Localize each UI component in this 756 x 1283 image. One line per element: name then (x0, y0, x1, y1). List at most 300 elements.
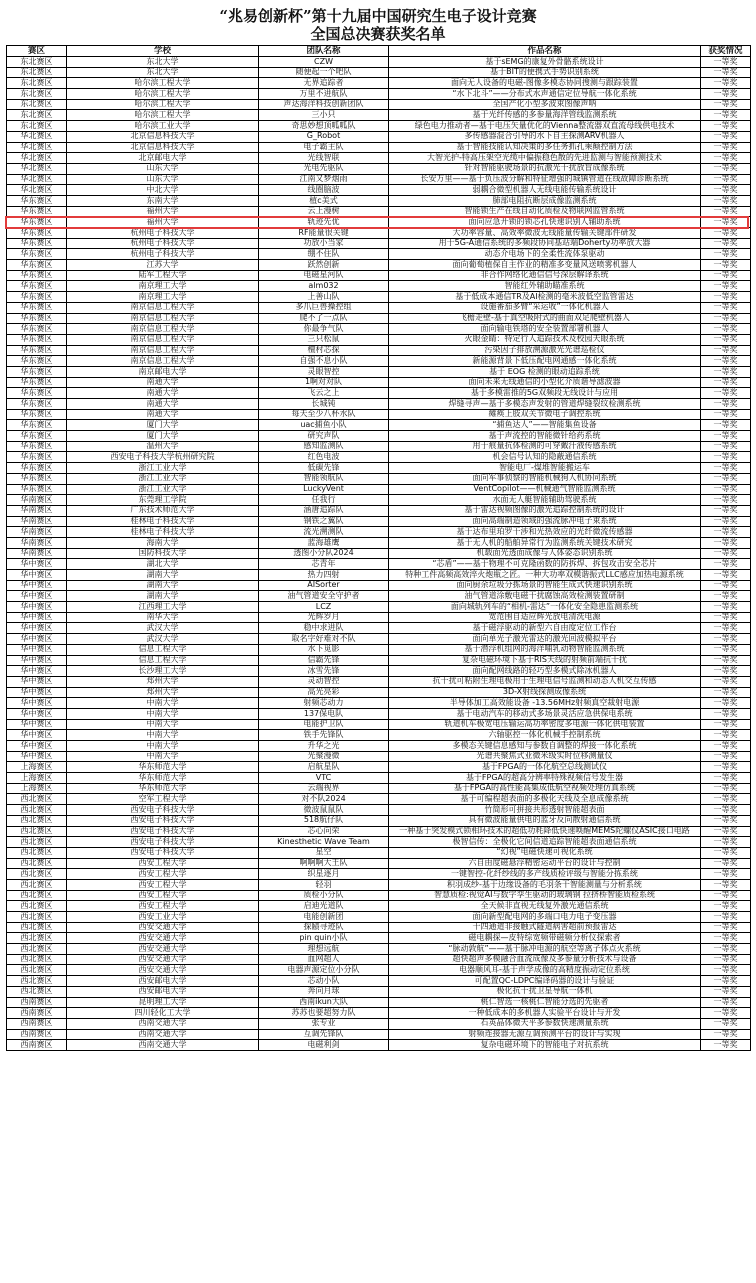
cell-school: 中南大学 (67, 719, 259, 730)
cell-work: 基于低成本通信TR及AI检测的毫米波低空监管雷达 (389, 292, 701, 303)
table-row (7, 1040, 751, 1051)
cell-region: 西北赛区 (7, 858, 67, 869)
cell-work: 复杂电磁环境下的智能电子对抗系统 (389, 1040, 701, 1051)
cell-award: 一等奖 (701, 623, 751, 634)
cell-team: 星空 (259, 847, 389, 858)
cell-region: 西北赛区 (7, 815, 67, 826)
cell-team: VTC (259, 773, 389, 784)
table-row (7, 473, 751, 484)
cell-region: 西北赛区 (7, 933, 67, 944)
cell-school: 南通大学 (67, 399, 259, 410)
cell-school: 西安电子科技大学杭州研究院 (67, 452, 259, 463)
cell-team: 互调先锋队 (259, 1029, 389, 1040)
header-team: 团队名称 (259, 46, 389, 57)
cell-region: 西北赛区 (7, 879, 67, 890)
table-row (7, 505, 751, 516)
cell-region: 华东赛区 (7, 473, 67, 484)
table-row (7, 399, 751, 410)
cell-region: 西南赛区 (7, 1040, 67, 1051)
cell-region: 华中赛区 (7, 687, 67, 698)
cell-work: 多模态关键信息感知与参数自调整的焊接一体化系统 (389, 741, 701, 752)
table-row (7, 944, 751, 955)
cell-award: 一等奖 (701, 217, 751, 228)
table-row (7, 292, 751, 303)
cell-school: 湖南大学 (67, 591, 259, 602)
cell-school: 南通大学 (67, 388, 259, 399)
table-row (7, 249, 751, 260)
table-row (7, 1008, 751, 1019)
cell-region: 华东赛区 (7, 281, 67, 292)
cell-team: 轻羽 (259, 879, 389, 890)
cell-work: 轨道机车极宽电压输运高功率密度多电源一体化供电装置 (389, 719, 701, 730)
cell-region: 华东赛区 (7, 431, 67, 442)
cell-award: 一等奖 (701, 292, 751, 303)
header-award: 获奖情况 (701, 46, 751, 57)
table-row (7, 687, 751, 698)
cell-school: 哈尔滨工程大学 (67, 89, 259, 100)
cell-school: 西安电子科技大学 (67, 805, 259, 816)
cell-team: AISorter (259, 580, 389, 591)
cell-school: 桂林电子科技大学 (67, 527, 259, 538)
cell-award: 一等奖 (701, 131, 751, 142)
cell-work: 六轴驱控一体化机械手控制系统 (389, 730, 701, 741)
table-row (7, 377, 751, 388)
cell-work: “捕鱼达人”——智能集鱼设备 (389, 420, 701, 431)
cell-school: 南京信息工程大学 (67, 345, 259, 356)
cell-region: 西北赛区 (7, 901, 67, 912)
cell-school: 中南大学 (67, 751, 259, 762)
cell-work: 长安万里——基于负压波分解和特征增强的城镇管道在线故障诊断系统 (389, 174, 701, 185)
table-row (7, 57, 751, 68)
cell-team: 红色电波 (259, 452, 389, 463)
table-row (7, 890, 751, 901)
cell-award: 一等奖 (701, 751, 751, 762)
cell-work: 复杂电磁环境下基于RIS天线的射频前端抗干扰 (389, 655, 701, 666)
table-row (7, 270, 751, 281)
cell-work: 射频连接器无源互调预测平台的设计与实现 (389, 1029, 701, 1040)
cell-award: 一等奖 (701, 313, 751, 324)
cell-region: 华东赛区 (7, 366, 67, 377)
cell-school: 国防科技大学 (67, 548, 259, 559)
cell-award: 一等奖 (701, 548, 751, 559)
cell-work: 智能电厂-煤堆智能搬运车 (389, 463, 701, 474)
cell-team: 上善山队 (259, 292, 389, 303)
table-row (7, 1018, 751, 1029)
table-row (7, 121, 751, 132)
cell-work: 水面无人艇智能辅助驾驶系统 (389, 495, 701, 506)
cell-team: 稳中求进队 (259, 623, 389, 634)
cell-school: 四川轻化工大学 (67, 1008, 259, 1019)
cell-work: 半导体加工高效能设备 -13.56MHz射频真空裁射电源 (389, 698, 701, 709)
cell-team: Kinesthetic Wave Team (259, 837, 389, 848)
cell-school: 西南交通大学 (67, 1029, 259, 1040)
cell-school: 杭州电子科技大学 (67, 249, 259, 260)
cell-team: 芯青年 (259, 559, 389, 570)
cell-award: 一等奖 (701, 249, 751, 260)
cell-award: 一等奖 (701, 612, 751, 623)
cell-region: 华中赛区 (7, 719, 67, 730)
cell-region: 华东赛区 (7, 345, 67, 356)
cell-award: 一等奖 (701, 655, 751, 666)
table-row (7, 676, 751, 687)
cell-school: 南通大学 (67, 409, 259, 420)
cell-region: 华北赛区 (7, 153, 67, 164)
cell-region: 华东赛区 (7, 324, 67, 335)
cell-team: 射频芯动力 (259, 698, 389, 709)
cell-work: 肺部电阻抗断层成像监测系统 (389, 195, 701, 206)
cell-region: 东北赛区 (7, 99, 67, 110)
cell-award: 一等奖 (701, 634, 751, 645)
cell-work: 可配置QC-LDPC编译码器的设计与验证 (389, 976, 701, 987)
cell-team: 电磁星河队 (259, 270, 389, 281)
cell-region: 华南赛区 (7, 537, 67, 548)
cell-region: 华中赛区 (7, 655, 67, 666)
cell-work: 基于FPGA的一体化航空总线测试仪 (389, 762, 701, 773)
cell-school: 南京理工大学 (67, 281, 259, 292)
table-row (7, 805, 751, 816)
cell-team: 探赜寻迹队 (259, 922, 389, 933)
cell-work: 基于无人机的船舶异常行为监测系统关键技术研究 (389, 537, 701, 548)
cell-region: 东北赛区 (7, 57, 67, 68)
table-row (7, 484, 751, 495)
table-row (7, 815, 751, 826)
cell-region: 西北赛区 (7, 912, 67, 923)
cell-work: 面向应急开锁的锁芯孔快速识别人辅助系统 (389, 217, 701, 228)
cell-award: 一等奖 (701, 270, 751, 281)
cell-region: 西北赛区 (7, 847, 67, 858)
cell-work: 一键智控-化纤纱线的多产线质检评级与智能分拣系统 (389, 869, 701, 880)
table-row (7, 976, 751, 987)
cell-school: 中南大学 (67, 730, 259, 741)
cell-school: 信息工程大学 (67, 644, 259, 655)
cell-award: 一等奖 (701, 516, 751, 527)
cell-region: 华东赛区 (7, 228, 67, 239)
cell-team: 微波鼠鼠队 (259, 805, 389, 816)
table-row (7, 858, 751, 869)
cell-team: 灵动智控 (259, 676, 389, 687)
cell-work: 油气管道涂敷电磁干扰腐蚀高效检测装置研制 (389, 591, 701, 602)
header-work: 作品名称 (389, 46, 701, 57)
cell-team: 启航星队 (259, 762, 389, 773)
table-row (7, 217, 751, 228)
cell-award: 一等奖 (701, 869, 751, 880)
cell-award: 一等奖 (701, 78, 751, 89)
cell-work: 面向单光子激光雷达的激光回波模拟平台 (389, 634, 701, 645)
table-row (7, 420, 751, 431)
cell-region: 华东赛区 (7, 238, 67, 249)
cell-award: 一等奖 (701, 67, 751, 78)
cell-school: 华东师范大学 (67, 762, 259, 773)
cell-work: 基于 EOG 检测的眼动追踪系统 (389, 366, 701, 377)
cell-award: 一等奖 (701, 602, 751, 613)
cell-award: 一等奖 (701, 110, 751, 121)
cell-award: 一等奖 (701, 730, 751, 741)
cell-school: 中南大学 (67, 741, 259, 752)
cell-award: 一等奖 (701, 773, 751, 784)
cell-school: 温州大学 (67, 441, 259, 452)
cell-work: 面向无人设备的电磁-图像多模态协同搜测与跟踪装置 (389, 78, 701, 89)
page-subtitle: 全国总决赛获奖名单 (310, 25, 446, 43)
cell-school: 中北大学 (67, 185, 259, 196)
cell-team: 高光亮彩 (259, 687, 389, 698)
cell-award: 一等奖 (701, 644, 751, 655)
cell-team: 对不队2024 (259, 794, 389, 805)
cell-school: 厦门大学 (67, 431, 259, 442)
cell-award: 一等奖 (701, 591, 751, 602)
cell-work: 面向配网线路的轻巧型多模式除冰机器人 (389, 666, 701, 677)
cell-award: 一等奖 (701, 1018, 751, 1029)
cell-region: 华中赛区 (7, 570, 67, 581)
award-table (6, 45, 751, 1051)
cell-award: 一等奖 (701, 580, 751, 591)
cell-team: 张专业 (259, 1018, 389, 1029)
cell-team: 苏苏也要超努力队 (259, 1008, 389, 1019)
cell-school: 西安电子科技大学 (67, 847, 259, 858)
cell-work: 瘫痪上肢双关节微电子调控系统 (389, 409, 701, 420)
cell-team: 钢铁之翼队 (259, 516, 389, 527)
table-row (7, 99, 751, 110)
table-row (7, 698, 751, 709)
cell-school: 华东师范大学 (67, 783, 259, 794)
cell-work: 3D-X射线探测成像系统 (389, 687, 701, 698)
cell-school: 浙江工业大学 (67, 484, 259, 495)
cell-region: 西北赛区 (7, 965, 67, 976)
cell-team: 功放小当家 (259, 238, 389, 249)
cell-school: 杭州电子科技大学 (67, 228, 259, 239)
table-row (7, 922, 751, 933)
cell-region: 华中赛区 (7, 751, 67, 762)
cell-award: 一等奖 (701, 99, 751, 110)
cell-work: 磁电耦探—皮特综宽频带磁频分析仪探索者 (389, 933, 701, 944)
cell-region: 华东赛区 (7, 249, 67, 260)
cell-school: 中南大学 (67, 698, 259, 709)
cell-region: 华东赛区 (7, 377, 67, 388)
cell-region: 西北赛区 (7, 944, 67, 955)
cell-award: 一等奖 (701, 698, 751, 709)
cell-award: 一等奖 (701, 666, 751, 677)
cell-region: 华中赛区 (7, 698, 67, 709)
cell-work: 基于多模雷推的5G双频段无线设计与应用 (389, 388, 701, 399)
cell-region: 华中赛区 (7, 580, 67, 591)
cell-team: 冰雪先锋 (259, 666, 389, 677)
cell-school: 华东师范大学 (67, 773, 259, 784)
cell-region: 西南赛区 (7, 997, 67, 1008)
cell-region: 西北赛区 (7, 922, 67, 933)
cell-school: 南京信息工程大学 (67, 302, 259, 313)
cell-school: 湖南大学 (67, 580, 259, 591)
cell-work: 焊缝寻声—基于多模态声发射的管道焊缝裂纹检测系统 (389, 399, 701, 410)
cell-school: 浙江工业大学 (67, 473, 259, 484)
cell-award: 一等奖 (701, 762, 751, 773)
table-row (7, 260, 751, 271)
cell-work: 面向高端制造领域的强流脉冲电子束系统 (389, 516, 701, 527)
cell-work: 面向未来无线通信的小型化介质谐导滤波器 (389, 377, 701, 388)
cell-work: 污染因子排放溯源激光光谱巡检仪 (389, 345, 701, 356)
cell-work: 面向厨余垃圾分拣场景的智能生成式快速识别系统 (389, 580, 701, 591)
cell-work: 基于潜浮机组网的海洋哺乳动物智能监测系统 (389, 644, 701, 655)
cell-school: 东北大学 (67, 57, 259, 68)
cell-team: 奇思妙想顶呱呱队 (259, 121, 389, 132)
cell-award: 一等奖 (701, 409, 751, 420)
cell-school: 哈尔滨工程大学 (67, 99, 259, 110)
cell-team: 质检小分队 (259, 890, 389, 901)
cell-award: 一等奖 (701, 986, 751, 997)
table-row (7, 110, 751, 121)
cell-team: 跃然创新 (259, 260, 389, 271)
cell-work: 桃仁智选一核桃仁智能分选的先驱者 (389, 997, 701, 1008)
cell-team: 理想远航 (259, 944, 389, 955)
cell-team: 轨迹先优 (259, 217, 389, 228)
cell-school: 武汉大学 (67, 623, 259, 634)
cell-award: 一等奖 (701, 976, 751, 987)
cell-work: 基于BIT的便携式手势识别系统 (389, 67, 701, 78)
cell-team: 光电先驱队 (259, 163, 389, 174)
table-row (7, 580, 751, 591)
cell-team: 流光溯测队 (259, 527, 389, 538)
cell-team: 518航仔队 (259, 815, 389, 826)
cell-award: 一等奖 (701, 463, 751, 474)
cell-region: 东北赛区 (7, 67, 67, 78)
cell-school: 广东技术师范大学 (67, 505, 259, 516)
cell-award: 一等奖 (701, 142, 751, 153)
cell-school: 西安交通大学 (67, 933, 259, 944)
cell-region: 华东赛区 (7, 313, 67, 324)
cell-award: 一等奖 (701, 388, 751, 399)
table-row (7, 901, 751, 912)
cell-region: 西北赛区 (7, 837, 67, 848)
cell-school: 郑州大学 (67, 676, 259, 687)
table-row (7, 153, 751, 164)
table-row (7, 366, 751, 377)
cell-award: 一等奖 (701, 794, 751, 805)
cell-work: 基于雷达视频图像的激光追踪控制系统的设计 (389, 505, 701, 516)
cell-team: 植c美式 (259, 195, 389, 206)
cell-school: 西安交通大学 (67, 965, 259, 976)
cell-award: 一等奖 (701, 452, 751, 463)
table-row (7, 388, 751, 399)
table-row (7, 559, 751, 570)
cell-team: LuckyVent (259, 484, 389, 495)
cell-award: 一等奖 (701, 441, 751, 452)
cell-work: 基于FPGA的超高分辨率特殊视频信号发生器 (389, 773, 701, 784)
cell-team: 光聚漫微 (259, 751, 389, 762)
table-row (7, 719, 751, 730)
cell-school: 西安工程大学 (67, 869, 259, 880)
cell-team: 油气管道安全守护者 (259, 591, 389, 602)
cell-region: 华东赛区 (7, 452, 67, 463)
cell-school: 西安电子科技大学 (67, 815, 259, 826)
cell-region: 西南赛区 (7, 1008, 67, 1019)
cell-award: 一等奖 (701, 356, 751, 367)
cell-region: 东北赛区 (7, 121, 67, 132)
table-row (7, 570, 751, 581)
cell-team: 电能创新团 (259, 912, 389, 923)
cell-school: 西安工程大学 (67, 858, 259, 869)
table-row (7, 954, 751, 965)
cell-school: 北京邮电大学 (67, 153, 259, 164)
cell-award: 一等奖 (701, 815, 751, 826)
cell-school: 南京邮电大学 (67, 366, 259, 377)
cell-region: 华东赛区 (7, 195, 67, 206)
cell-work: 面向新型配电网的多端口电力电子变压器 (389, 912, 701, 923)
cell-work: 石英晶体微天平多参数快速测量系统 (389, 1018, 701, 1029)
cell-school: 厦门大学 (67, 420, 259, 431)
table-row (7, 879, 751, 890)
cell-award: 一等奖 (701, 879, 751, 890)
table-row (7, 965, 751, 976)
cell-school: 杭州电子科技大学 (67, 238, 259, 249)
cell-team: 电器声源定位小分队 (259, 965, 389, 976)
cell-region: 上海赛区 (7, 773, 67, 784)
cell-team: 云上漫树 (259, 206, 389, 217)
cell-school: 西安工程大学 (67, 879, 259, 890)
cell-team: 江南又梦烟雨 (259, 174, 389, 185)
table-row (7, 602, 751, 613)
cell-work: 宽范围自适应辉光放电清洗电源 (389, 612, 701, 623)
cell-region: 西北赛区 (7, 805, 67, 816)
cell-team: LCZ (259, 602, 389, 613)
cell-team: 感知监测队 (259, 441, 389, 452)
table-row (7, 730, 751, 741)
cell-award: 一等奖 (701, 997, 751, 1008)
cell-award: 一等奖 (701, 1029, 751, 1040)
cell-school: 西安邮电大学 (67, 976, 259, 987)
cell-work: 超快超声多模融合血流成像及多参量分析技术与设备 (389, 954, 701, 965)
cell-region: 上海赛区 (7, 783, 67, 794)
cell-school: 长沙理工大学 (67, 666, 259, 677)
cell-region: 华中赛区 (7, 708, 67, 719)
table-row (7, 773, 751, 784)
cell-school: 山东大学 (67, 163, 259, 174)
cell-work: 全国产化小型多波束图像声呐 (389, 99, 701, 110)
table-row (7, 302, 751, 313)
cell-work: 面向军事侦察的智能机械狗人机协同系统 (389, 473, 701, 484)
cell-school: 西安电子科技大学 (67, 837, 259, 848)
cell-award: 一等奖 (701, 366, 751, 377)
cell-award: 一等奖 (701, 858, 751, 869)
cell-team: 研究声队 (259, 431, 389, 442)
cell-team: 涵唐追踪队 (259, 505, 389, 516)
table-row (7, 826, 751, 837)
cell-award: 一等奖 (701, 837, 751, 848)
cell-work: 一种基于突发模式锁相环技术的超低功耗降低快速唤醒MEMS陀螺仪ASIC接口电路 (389, 826, 701, 837)
cell-school: 西安工程大学 (67, 890, 259, 901)
cell-region: 华东赛区 (7, 206, 67, 217)
cell-region: 华东赛区 (7, 463, 67, 474)
table-row (7, 409, 751, 420)
cell-award: 一等奖 (701, 1040, 751, 1051)
cell-region: 西北赛区 (7, 869, 67, 880)
cell-school: 湖南大学 (67, 570, 259, 581)
table-row (7, 334, 751, 345)
table-row (7, 313, 751, 324)
cell-work: 全天候非直视无线复外激光通信系统 (389, 901, 701, 912)
cell-region: 华中赛区 (7, 559, 67, 570)
cell-award: 一等奖 (701, 206, 751, 217)
cell-team: 低碳先锋 (259, 463, 389, 474)
table-row (7, 463, 751, 474)
table-row (7, 997, 751, 1008)
cell-award: 一等奖 (701, 527, 751, 538)
cell-team: 电能护卫队 (259, 719, 389, 730)
table-row (7, 356, 751, 367)
cell-award: 一等奖 (701, 933, 751, 944)
table-row (7, 783, 751, 794)
cell-award: 一等奖 (701, 495, 751, 506)
cell-team: uac捕鱼小队 (259, 420, 389, 431)
cell-region: 华北赛区 (7, 163, 67, 174)
cell-school: 山东大学 (67, 174, 259, 185)
